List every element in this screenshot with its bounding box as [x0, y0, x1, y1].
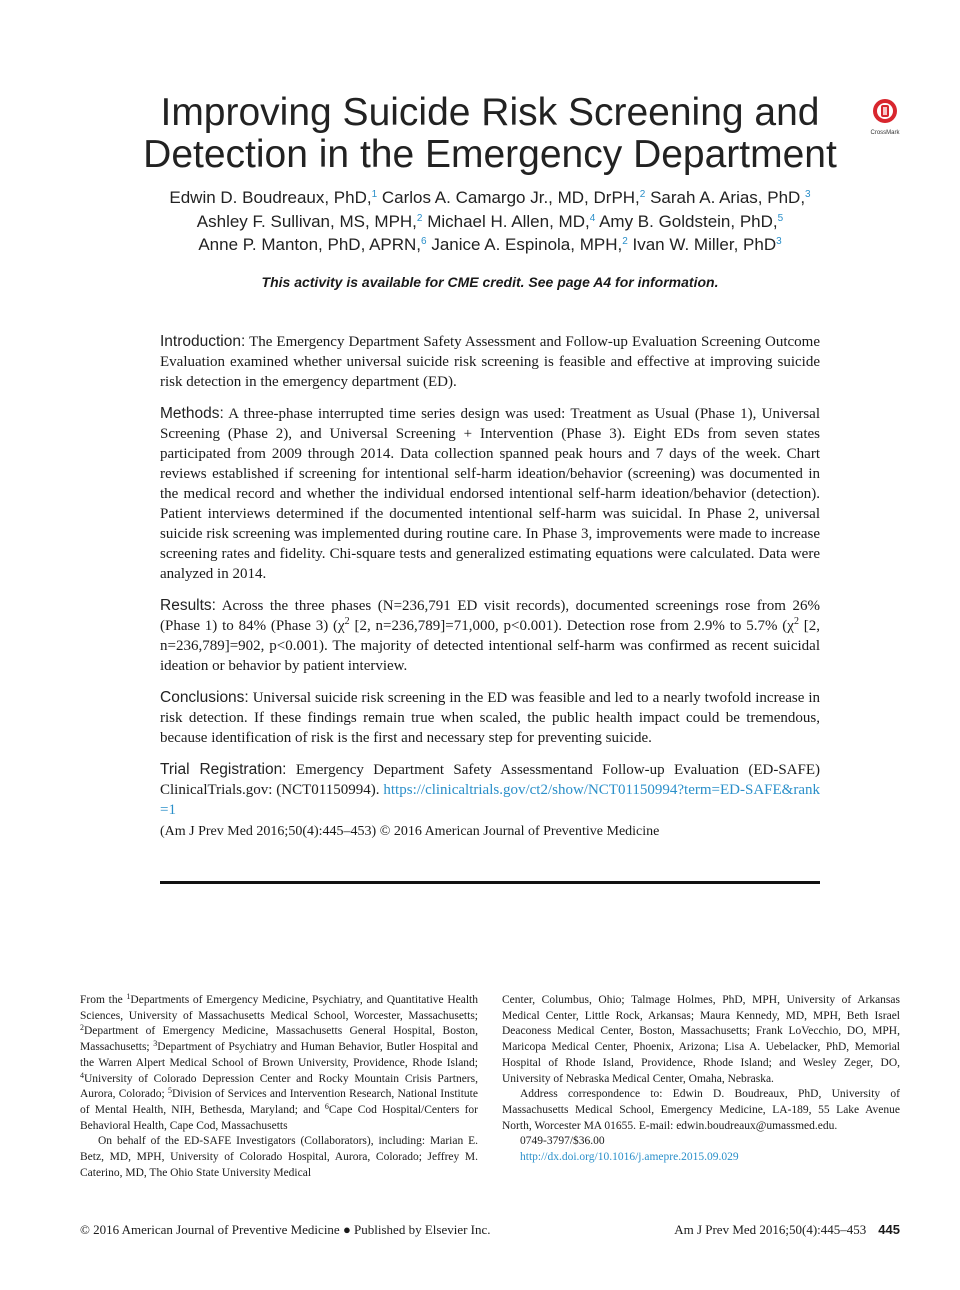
- footnote-sup: 6: [324, 1101, 329, 1111]
- footnote-text: Department of Emergency Medicine, Massachusetts General Hospital, Boston, Massachusetts;: [80, 1025, 478, 1054]
- section-heading: Conclusions:: [160, 689, 249, 706]
- footnote-sup: 4: [80, 1070, 84, 1080]
- footnote-text: Departments of Emergency Medicine, Psychiatry, and Quantitative Health Sciences, University of Massachusetts Medical School, Worcester, Massachusetts;: [80, 994, 478, 1022]
- affiliation-ref[interactable]: 2: [622, 236, 628, 247]
- section-text: Universal suicide risk screening in the ED was feasible and led to a nearly twofold increase in risk detection. If these findings remain true when scaled, the public health impact could be tremendous, because identification of risk is the first and necessary step for preventing suicide.: [160, 690, 821, 746]
- superscript: 2: [793, 616, 799, 627]
- author: Michael H. Allen, MD,: [427, 211, 590, 231]
- superscript: 2: [344, 616, 350, 627]
- correspondence: Address correspondence to: Edwin D. Boudreaux, PhD, University of Massachusetts Medical School, Emergency Medicine, LA-189, 55 Lake Avenue North, Worcester MA 01655. E-mail: edwin.boudreaux@umassmed.edu.: [502, 1088, 900, 1132]
- author-line-2: [110, 210, 870, 234]
- footer-journal: [674, 1222, 900, 1238]
- footnote-text: University of Colorado Depression Center and Rocky Mountain Crisis Partners, Aurora, Colorado;: [80, 1072, 478, 1101]
- abstract-results: [160, 596, 820, 676]
- section-text: Across the three phases (N=236,791 ED visit records), documented screenings rose from 26% (Phase 1) to 84% (Phase 3) (χ: [160, 598, 820, 634]
- abstract-trial-registration: [160, 760, 820, 820]
- footnote-right-column: [502, 993, 900, 1166]
- affiliation-ref[interactable]: 3: [776, 236, 782, 247]
- crossmark-badge[interactable]: [866, 98, 904, 136]
- footnote-text: Division of Services and Intervention Research, National Institute of Mental Health, NIH, Bethesda, Maryland; and: [80, 1088, 478, 1116]
- footnote-sup: 2: [80, 1023, 84, 1033]
- footnote-left-column: [80, 993, 478, 1181]
- author-line-1: [110, 186, 870, 210]
- abstract: [160, 332, 820, 854]
- affiliation-ref[interactable]: 1: [371, 189, 378, 200]
- affiliation-ref[interactable]: 5: [777, 212, 784, 224]
- section-text: A three-phase interrupted time series design was used: Treatment as Usual (Phase 1), Universal Screening (Phase 2), and Universal Screening + Intervention (Phase 3). Eight EDs from seven states participated from 2009 through 2014. Data collection spanned peak hours and 7 days of the week. Chart reviews established if screening for intentional self-harm ideation/behavior (screening) was documented in the medical record and whether the individual endorsed intentional self-harm ideation/behavior (detection). Patient interviews determined if the documented intentional self-harm was suicidal. In Phase 2, universal suicide risk screening was implemented during routine care. In Phase 3, improvements were made to increase screening rates and fidelity. Chi-square tests and generalized estimating equations were calculated. Data were analyzed in 2014.: [160, 406, 820, 582]
- doi-link[interactable]: http://dx.doi.org/10.1016/j.amepre.2015.09.029: [520, 1151, 739, 1164]
- affiliation-ref[interactable]: 3: [805, 189, 811, 200]
- author: Ivan W. Miller, PhD: [632, 235, 777, 254]
- footer-citation: Am J Prev Med 2016;50(4):445–453: [674, 1222, 867, 1237]
- abstract-divider: [160, 881, 820, 884]
- footnote-text: Department of Psychiatry and Human Behavior, Butler Hospital and the Warren Alpert Medical School of Brown University, Providence, Rhode Island;: [80, 1041, 478, 1069]
- section-text: Emergency Department Safety Assessmentand Follow-up Evaluation (ED-SAFE) ClinicalTrials.gov: (NCT01150994).: [160, 762, 821, 798]
- citation: (Am J Prev Med 2016;50(4):445–453) © 2016 American Journal of Preventive Medicine: [160, 824, 660, 839]
- cme-note: This activity is available for CME credit. See page A4 for information.: [261, 274, 719, 290]
- section-heading: Results:: [160, 597, 216, 614]
- author-line-3: [110, 233, 870, 257]
- section-heading: Methods:: [160, 405, 224, 422]
- affiliation-ref[interactable]: 2: [639, 189, 646, 200]
- author: Carlos A. Camargo Jr., MD, DrPH,: [381, 188, 640, 207]
- collaborators: On behalf of the ED-SAFE Investigators (Collaborators), including: Marian E. Betz, MD, MPH, University of Colorado Hospital, Aurora, Colorado; Jeffrey M. Caterino, MD, The Ohio State University Medical: [80, 1135, 478, 1179]
- abstract-introduction: [160, 332, 820, 392]
- footnote-sup: 5: [167, 1086, 172, 1096]
- affiliation-ref[interactable]: 4: [589, 212, 596, 224]
- section-text: The Emergency Department Safety Assessment and Follow-up Evaluation Screening Outcome Evaluation examined whether universal suicide risk screening is feasible and effective at improving suicide risk detection in the emergency department (ED).: [160, 334, 820, 390]
- section-text: [2, n=236,789]=71,000, p<0.001). Detection rose from 2.9% to 5.7% (χ: [349, 618, 794, 634]
- affiliations: [80, 993, 478, 1134]
- page-number: 445: [878, 1222, 900, 1237]
- author: Sarah A. Arias, PhD,: [650, 188, 806, 207]
- affiliation-ref[interactable]: 6: [421, 236, 427, 247]
- footnote-text: Cape Cod Hospital/Centers for Behavioral Health, Cape Cod, Massachusetts: [80, 1103, 478, 1132]
- title-line-1: Improving Suicide Risk Screening and: [160, 91, 820, 134]
- crossmark-icon: [872, 98, 898, 124]
- author-list: [110, 186, 870, 257]
- trial-link[interactable]: https://clinicaltrials.gov/ct2/show/NCT01150994?term=ED-SAFE&rank=1: [160, 782, 820, 818]
- abstract-conclusions: [160, 688, 820, 748]
- footer-copyright: © 2016 American Journal of Preventive Medicine ● Published by Elsevier Inc.: [80, 1222, 491, 1237]
- abstract-methods: [160, 404, 820, 584]
- article-title: [100, 92, 880, 176]
- title-line-2: Detection in the Emergency Department: [143, 133, 837, 176]
- collaborators-continued: Center, Columbus, Ohio; Talmage Holmes, PhD, MPH, University of Arkansas Medical Center, Little Rock, Arkansas; Maura Kennedy, MD, MPH, Beth Israel Deaconess Medical Center, Boston, Massachusetts; Frank LoVecchio, DO, MPH, Maricopa Medical Center, Phoenix, Arizona; Lisa A. Uebelacker, PhD, Memorial Hospital of Rhode Island, Providence, Rhode Island; and Wesley Zeger, DO, University of Nebraska Medical Center, Omaha, Nebraska.: [502, 994, 900, 1085]
- section-heading: Introduction:: [160, 333, 246, 350]
- doi-line: [502, 1150, 900, 1166]
- footnote-text: From the: [80, 994, 127, 1006]
- section-heading: Trial Registration:: [160, 761, 287, 778]
- issn: 0749-3797/$36.00: [520, 1135, 605, 1148]
- author: Edwin D. Boudreaux, PhD,: [169, 188, 372, 207]
- crossmark-label: CrossMark: [870, 130, 900, 136]
- footnote-sup: 3: [153, 1039, 158, 1049]
- footnote-sup: 1: [126, 992, 131, 1001]
- author: Amy B. Goldstein, PhD,: [599, 211, 778, 231]
- author: Ashley F. Sullivan, MS, MPH,: [196, 211, 417, 231]
- affiliation-ref[interactable]: 2: [416, 212, 423, 224]
- section-text: [2, n=236,789]=902, p<0.001). The majority of detected intentional self-harm was confirmed as recent suicidal ideation or behavior by patient interview.: [160, 618, 820, 674]
- author: Anne P. Manton, PhD, APRN,: [198, 235, 422, 254]
- author: Janice A. Espinola, MPH,: [431, 235, 623, 254]
